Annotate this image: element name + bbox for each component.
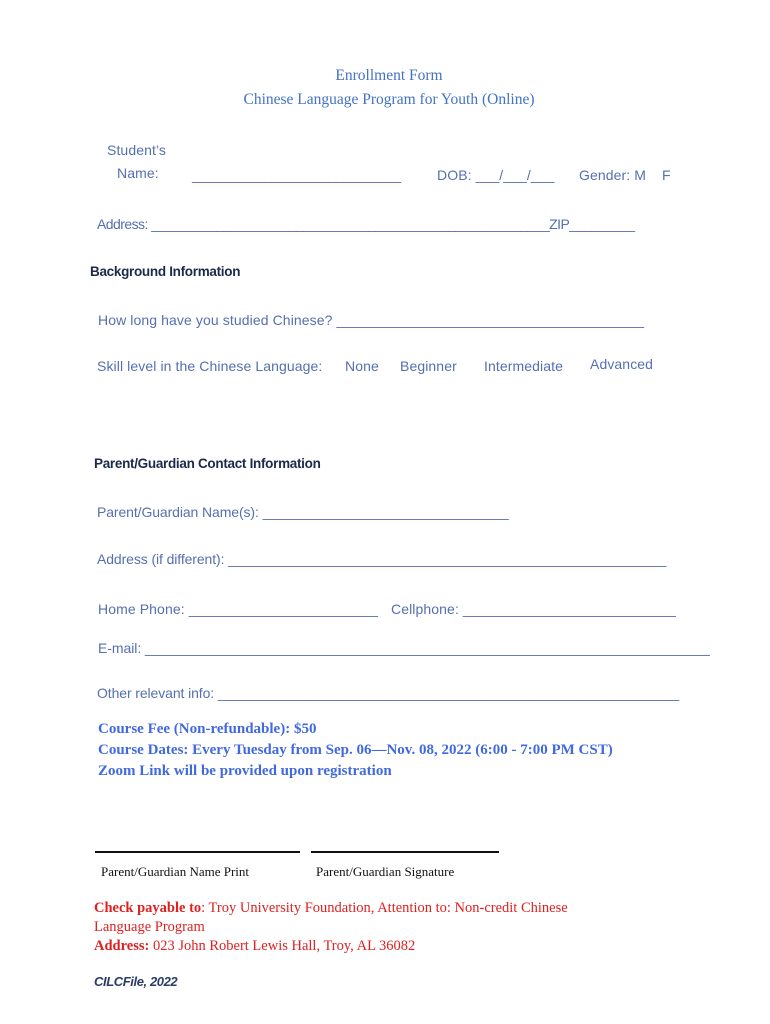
studied-field[interactable]: How long have you studied Chinese? _______________________________________: [98, 312, 645, 328]
skill-option-none[interactable]: None: [345, 358, 379, 374]
student-name-field[interactable]: _____________________________: [192, 167, 401, 183]
cellphone-field[interactable]: Cellphone: ___________________________: [391, 601, 676, 617]
student-label-line1: Student’s: [107, 142, 167, 158]
dob-field[interactable]: DOB: ___/___/___: [437, 167, 555, 183]
footer-file: CILCFile, 2022: [94, 974, 178, 989]
check-payable-text2: Language Program: [94, 919, 205, 935]
form-subtitle: Chinese Language Program for Youth (Online): [243, 91, 535, 108]
parent-names-field[interactable]: Parent/Guardian Name(s): ________________________________: [97, 504, 509, 520]
name-print-label: Parent/Guardian Name Print: [101, 864, 250, 879]
skill-option-intermediate[interactable]: Intermediate: [484, 358, 564, 374]
skill-option-advanced[interactable]: Advanced: [590, 356, 654, 372]
skill-option-beginner[interactable]: Beginner: [400, 358, 457, 374]
email-field[interactable]: E-mail: _________________________________________________________________________: [98, 640, 710, 656]
mail-address-label: Address:: [94, 938, 150, 954]
mail-address: [94, 938, 415, 955]
address-field[interactable]: Address: _______________________________________________________ZIP_________: [97, 216, 635, 232]
gender-field[interactable]: Gender: M F: [579, 167, 671, 183]
form-title: Enrollment Form: [335, 67, 443, 84]
mail-address-text: 023 John Robert Lewis Hall, Troy, AL 36082: [149, 938, 416, 954]
other-info-field[interactable]: Other relevant info: ____________________________________________________________: [97, 685, 680, 701]
check-payable-label: Check payable to: [94, 900, 202, 916]
signature-label: Parent/Guardian Signature: [316, 864, 455, 879]
home-phone-field[interactable]: Home Phone: ________________________: [98, 601, 378, 617]
zoom-note: Zoom Link will be provided upon registration: [98, 763, 392, 779]
parent-heading: Parent/Guardian Contact Information: [94, 456, 321, 471]
check-payable-text: : Troy University Foundation, Attention to: Non-credit Chinese: [201, 900, 568, 916]
background-heading: Background Information: [90, 264, 241, 279]
signature-line[interactable]: [311, 851, 499, 853]
course-dates: Course Dates: Every Tuesday from Sep. 06—Nov. 08, 2022 (6:00 - 7:00 PM CST): [98, 742, 613, 758]
student-label-line2: Name:: [117, 165, 159, 181]
skill-label: Skill level in the Chinese Language:: [97, 358, 323, 374]
check-payable: [94, 900, 568, 917]
name-print-line[interactable]: [95, 851, 300, 853]
parent-address-field[interactable]: Address (if different): _________________________________________________________: [97, 551, 667, 567]
course-fee: Course Fee (Non-refundable): $50: [98, 721, 317, 737]
